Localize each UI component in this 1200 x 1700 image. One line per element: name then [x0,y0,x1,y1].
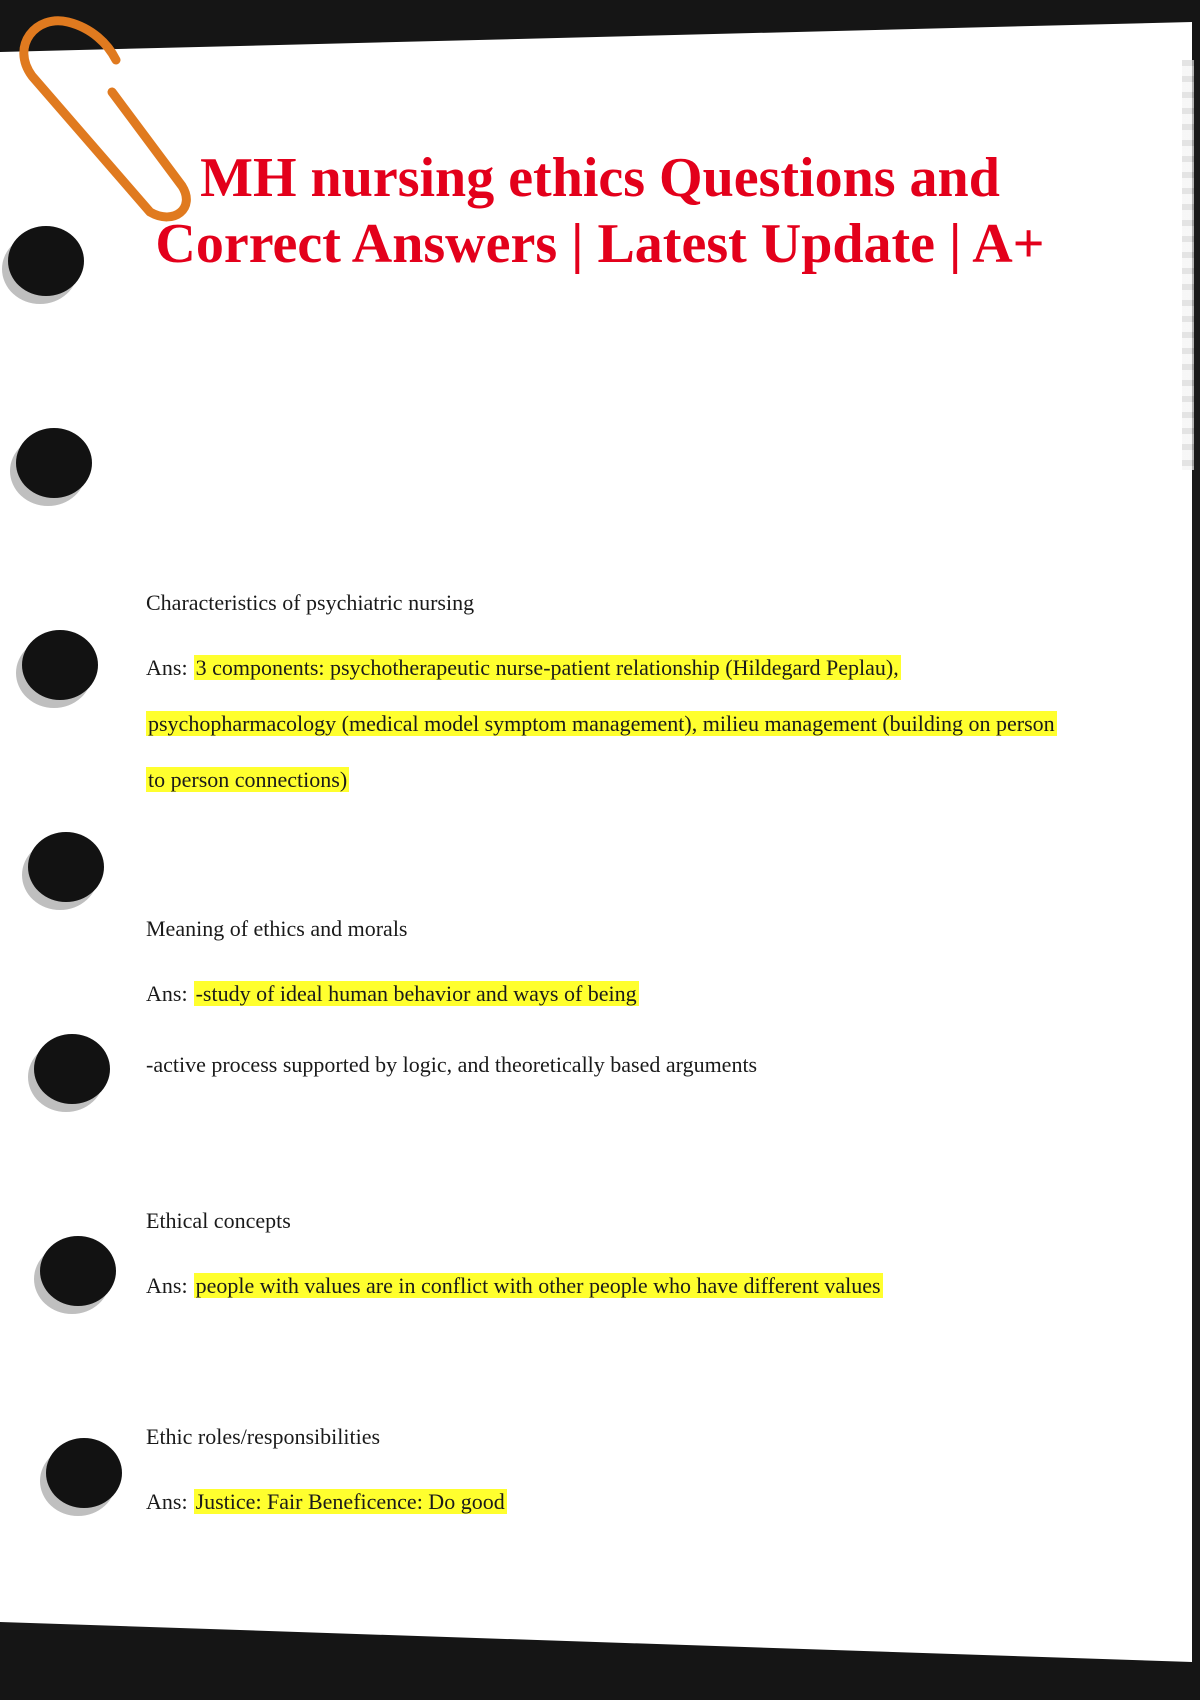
binder-hole-icon [22,630,98,700]
question-text: Meaning of ethics and morals [146,916,408,941]
answer-label: Ans: [146,981,188,1006]
answer-label: Ans: [146,1489,188,1514]
answer-highlight: Justice: Fair Beneficence: Do good [195,1489,505,1514]
binder-hole-icon [28,832,104,902]
answer-block [146,966,1066,1022]
next-page-edge [1182,60,1194,470]
answer-block [146,1474,1066,1530]
answer-extra-text: -active process supported by logic, and theoretically based arguments [146,1052,758,1077]
qa-item [146,914,1066,1080]
answer-highlight: people with values are in conflict with other people who have different values [195,1273,881,1298]
qa-item [146,1422,1066,1530]
answer-highlight: 3 components: psychotherapeutic nurse-patient relationship (Hildegard Peplau), psychopharmacology (medical model symptom management), milieu management (building on person to person connections) [148,655,1055,792]
binder-hole-icon [40,1236,116,1306]
answer-label: Ans: [146,655,188,680]
answer-block [146,1258,1066,1314]
qa-item [146,588,1066,808]
document-title: MH nursing ethics Questions and Correct Answers | Latest Update | A+ [155,147,1045,275]
binder-hole-icon [46,1438,122,1508]
question-text: Ethical concepts [146,1208,291,1233]
binder-hole-icon [16,428,92,498]
qa-item [146,1206,1066,1314]
question-text: Characteristics of psychiatric nursing [146,590,475,615]
binder-hole-icon [34,1034,110,1104]
answer-highlight: -study of ideal human behavior and ways of being [195,981,637,1006]
answer-block [146,640,1066,808]
answer-label: Ans: [146,1273,188,1298]
question-text: Ethic roles/responsibilities [146,1424,381,1449]
